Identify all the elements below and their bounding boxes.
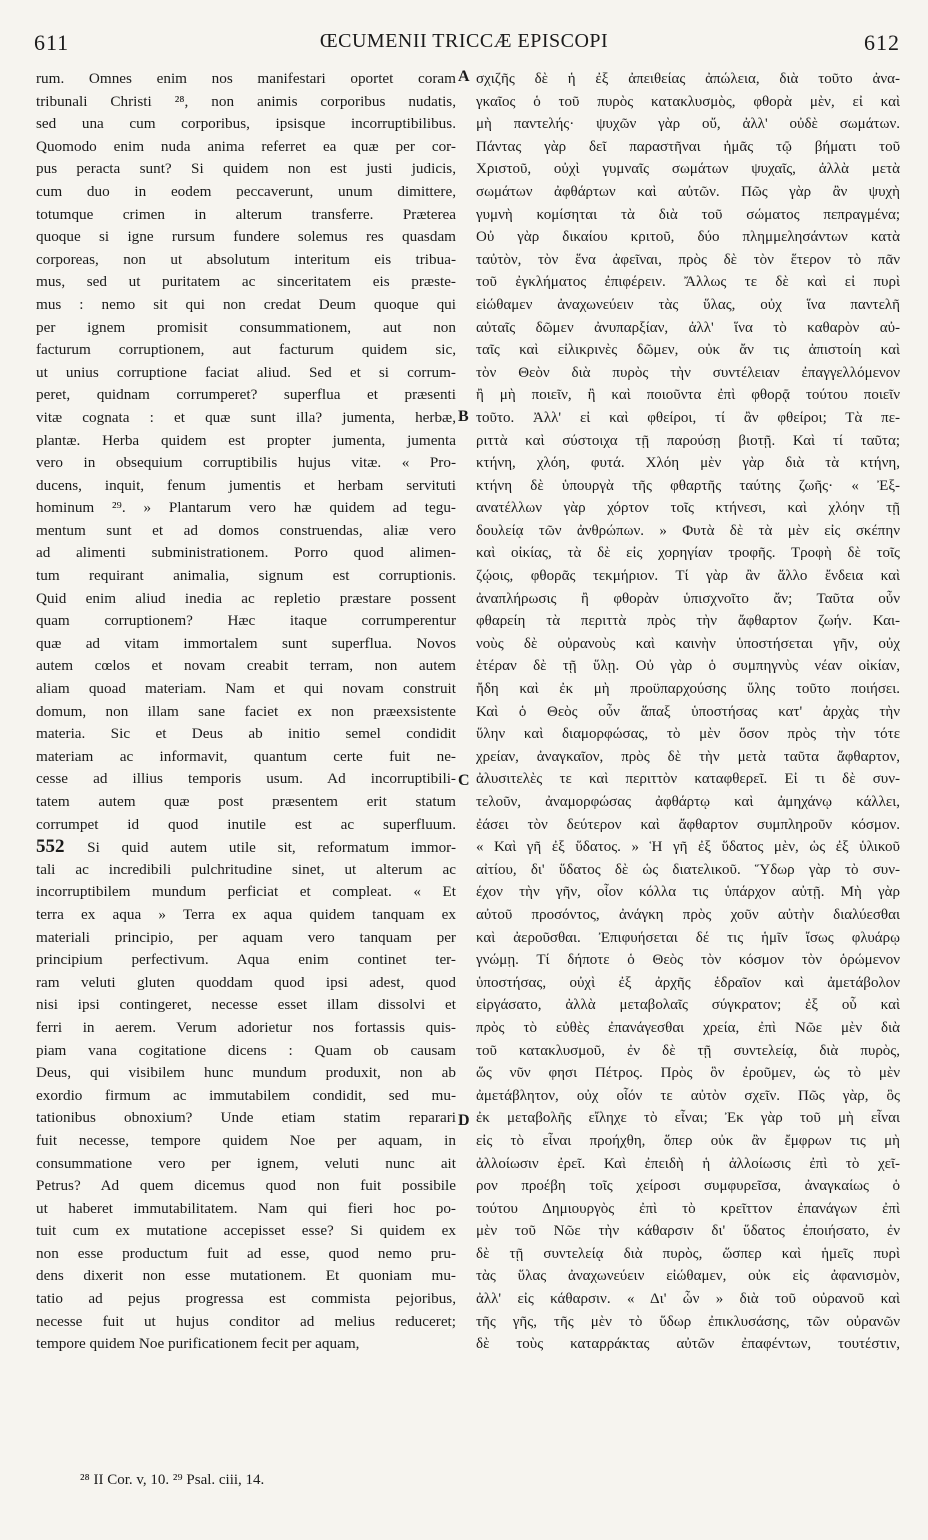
- margin-marker-c: C: [458, 772, 470, 789]
- text-line: tatem autem quæ post præsentem erit statum: [36, 793, 456, 810]
- text-line: δουλείᾳ τῶν ἀνθρώπων. » Φυτὰ δὲ τὰ μὲν εἰς σκέπην: [476, 522, 900, 539]
- text-line: σωμάτων ἀφθάρτων καὶ αὐτῶν. Πῶς γὰρ ἂν ψυχὴ: [476, 183, 900, 200]
- text-line: sed una cum corporibus, ipsisque incorruptibilibus.: [36, 115, 456, 133]
- text-line: mentum sunt et ad domos construendas, aliæ vero: [36, 521, 456, 539]
- text-line-content: Si quid autem utile sit, reformatum immor-: [87, 839, 456, 857]
- text-line: τὸν Θεὸν διὰ πυρὸς τὴν συντέλειαν ἐπαγγελλόμενον: [476, 364, 900, 381]
- text-line: ρον προέβη τοῖς χείροσι συμφυρεῖσα, ἀναγκαίως ὁ: [476, 1178, 900, 1195]
- text-line: tationibus obnoxium? Unde etiam statim reparari: [36, 1109, 456, 1127]
- text-line: τοῦ ἐγκλήματος ἐπιφέρειν. Ἄλλως τε δὲ καὶ εἰ πυρὶ: [476, 274, 900, 291]
- text-line: δὲ τοὺς καταρράκτας αὐτῶν ἐπαφέντων, τουτέστιν,: [476, 1336, 900, 1353]
- text-line: γκαῖος ὁ τοῦ πυρὸς κατακλυσμὸς, φθορὰ μὲν, εἰ καὶ: [476, 93, 900, 110]
- text-line: totumque crimen in alterum transferre. Præterea: [36, 205, 456, 223]
- column-number: 552: [36, 836, 88, 858]
- text-line: ταῖς καὶ εἰλικρινὲς δῶμεν, οὐκ ἄν τις ἀπιστοίη καὶ: [476, 342, 900, 359]
- text-line: πρὸς τὸ εὐθὲς ἐπανάγεσθαι χρεία, ἐπὶ Νῶε μὲν διὰ: [476, 1019, 900, 1036]
- text-line: quæ ad vitam immortalem sunt superflua. Novos: [36, 634, 456, 652]
- text-line: corporeas, non ut absolutum interitum eis tribua-: [36, 250, 456, 268]
- text-line: per ignem promisit consummationem, aut non: [36, 318, 456, 336]
- text-line: fuit necesse, tempore quidem Noe per aquam, in: [36, 1131, 456, 1149]
- text-line: έχον τὴν γῆν, οἷον κόλλα τις ὑπάρχον αὐτῇ. Μὴ γὰρ: [476, 884, 900, 901]
- text-line: ducens, inquit, fenum jumentis et herbam servituti: [36, 476, 456, 494]
- text-line: ἀλλ' εἰς κάθαρσιν. « Δι' ὧν » διὰ τοῦ οὐρανοῦ καὶ: [476, 1291, 900, 1308]
- text-line: ἀναπλήρωσις ἢ φθορὰν ὑπισχνοῖτο ἄν; Ταῦτα οὖν: [476, 590, 900, 607]
- text-line: ut unius corruptione faciat aliud. Sed et si corrum-: [36, 363, 456, 381]
- text-line: Quid enim aliud inedia ac repletio præstare possent: [36, 589, 456, 607]
- footnotes: ²⁸ II Cor. v, 10. ²⁹ Psal. ciii, 14.: [80, 1472, 265, 1488]
- text-line: tali ac incredibili pulchritudine sinet, ut alterum ac: [36, 860, 456, 878]
- text-line: δὲ τῇ συντελείᾳ διὰ πυρὸς, ὥσπερ καὶ ἡμεῖς πυρὶ: [476, 1245, 900, 1262]
- text-line: ἑτέραν δὲ τῇ ὕλῃ. Οὐ γὰρ ὁ συμπηγνὺς νέαν οἰκίαν,: [476, 658, 900, 675]
- text-line: καὶ ἀεροῦσθαι. Ἐπιφυήσεται δέ τις ἡμῖν ἴσως φλυάρῳ: [476, 929, 900, 946]
- text-line: καὶ οἰκίας, τὰ δὲ εἰς χορηγίαν τροφῆς. Τροφὴ δὲ τοῖς: [476, 545, 900, 562]
- text-line: Χριστοῦ, οὐχὶ γυμναῖς σωμάτων ψυχαῖς, ἀλλὰ μετὰ: [476, 161, 900, 178]
- text-line: αὐτοῦ προσόντος, ἀνάγκη πρὸς χοῦν αὐτὴν διαλύεσθαι: [476, 906, 900, 923]
- page-number-left: 611: [34, 30, 70, 55]
- text-line: ζῴοις, φθορᾶς τεκμήριον. Τί γὰρ ἂν ἄλλο ἔνδεια καὶ: [476, 568, 900, 585]
- text-line: vitæ cognata : et quæ sunt illa? jumenta, herbæ,: [36, 408, 456, 426]
- text-line: εἰς τὸ εἶναι προήχθη, ὅπερ οὐκ ἂν ἔμφρων τις μὴ: [476, 1132, 900, 1149]
- text-line: ριττὰ καὶ σύστοιχα τῇ παρούσῃ βιοτῇ. Καὶ τί ταῦτα;: [476, 432, 900, 449]
- text-line: plantæ. Herba quidem est propter jumenta, jumenta: [36, 431, 456, 449]
- text-line: ὑποστήσας, οὐχὶ ἐξ ἀρχῆς ἑδραῖον καὶ ἀμετάβολον: [476, 974, 900, 991]
- text-line: corrumpet id quod inutile est ac superfluum.: [36, 815, 456, 833]
- text-line: principium perfectivum. Aqua enim continet ter-: [36, 951, 456, 969]
- text-line: quoque si igne rursum fundere solemus res quasdam: [36, 228, 456, 246]
- text-line: Πάντας γὰρ δεῖ παραστῆναι ἡμᾶς τῷ βήματι τοῦ: [476, 138, 900, 155]
- text-line: piam vana cogitatione dicens : Quam ob causam: [36, 1041, 456, 1059]
- text-line: quam corruptionem? Hæc itaque corrumperentur: [36, 612, 456, 630]
- text-line: necesse fuit ut hujus conditor ad melius reduceret;: [36, 1312, 456, 1330]
- text-line: ἀλλοίωσιν ἐρεῖ. Καὶ ἐπειδὴ ἡ ἀλλοίωσις ἐπὶ τὸ χεῖ-: [476, 1155, 900, 1172]
- text-line: « Καὶ γῆ ἐξ ὕδατος. » Ἡ γῆ ἐξ ὕδατος μὲν, ὡς ἐξ ὑλικοῦ: [476, 839, 900, 856]
- text-line: incorruptibilem mundum perficiat et compleat. « Et: [36, 883, 456, 901]
- text-line: materiam ac informavit, quantum certe fuit ne-: [36, 747, 456, 765]
- text-line: vero in obsequium corruptibilis hujus vitæ. « Pro-: [36, 454, 456, 472]
- text-line: τελοῦν, ἀναμορφώσας ἀφθάρτῳ καὶ ἀμηχάνῳ κάλλει,: [476, 794, 900, 810]
- text-line: mus : nemo sit qui non credat Deum quoque qui: [36, 295, 456, 313]
- text-line: κτήνη δὲ ὑπουργὰ τῆς φθαρτῆς ταύτης ζωῆς· « Ἐξ-: [476, 477, 900, 494]
- text-line: ἀμετάβλητον, οὐχ οἷόν τε αὐτὸν σχεῖν. Πῶς γὰρ, ὃς: [476, 1087, 900, 1104]
- text-line: autem cœlos et novam creabit terram, non autem: [36, 657, 456, 675]
- text-line: [36, 836, 456, 859]
- text-line: Quomodo enim nuda anima referret ea quæ per cor-: [36, 137, 456, 155]
- text-line: τῆς γῆς, τῆς μὲν τὸ ὕδωρ ἐπικλυσάσης, τῶν οὐρανῶν: [476, 1313, 900, 1330]
- text-line: νοὺς δὲ οὐρανοὺς καὶ καινὴν ὑποστήσεται γῆν, οὐχ: [476, 635, 900, 652]
- text-line: ὥς νῦν φησι Πέτρος. Πρὸς ὃν ἐροῦμεν, ὡς τὸ μὲν: [476, 1065, 900, 1082]
- text-line: τούτου Δημιουργὸς ἐπὶ τὸ κρεῖττον ἐπανάγων ἐπὶ: [476, 1200, 900, 1217]
- text-line: Καὶ ὁ Θεὸς οὖν ἅπαξ ὑποστήσας κατ' ἀρχὰς τὴν: [476, 703, 900, 720]
- text-line: tempore quidem Noe purificationem fecit per aquam,: [36, 1335, 360, 1353]
- margin-marker-a: A: [458, 68, 470, 85]
- text-line: tribunali Christi ²⁸, non animis corporibus nudatis,: [36, 92, 456, 110]
- text-line: materiali principio, per aquam vero tanquam per: [36, 928, 456, 946]
- text-line: σχιζῆς δὲ ἡ ἐξ ἀπειθείας ἀπώλεια, διὰ τοῦτο ἀνα-: [476, 71, 900, 87]
- text-line: tum requirant animalia, signum est corruptionis.: [36, 567, 456, 585]
- text-line: τοῦτο. Ἀλλ' εἰ καὶ φθείροι, τί ἂν φθείροι; Τὰ πε-: [476, 409, 900, 426]
- text-line: cesse ad illius temporis usum. Ad incorruptibili-: [36, 770, 456, 788]
- text-line: ἤδη καὶ ἐκ μὴ προϋπαρχούσης ὕλης τοῦτο ποιήσει.: [476, 681, 900, 698]
- text-line: consummatione vero per ignem, veluti nunc ait: [36, 1154, 456, 1172]
- text-line: ταὐτὸν, τὸν ἕνα ἀφεῖναι, πρὸς δὲ τὸν ἕτερον τὸ πᾶν: [476, 251, 900, 268]
- text-line: γυμνὴ κομίσηται τὰ διὰ τοῦ σώματος πεπραγμένα;: [476, 206, 900, 223]
- latin-column: [36, 68, 456, 1356]
- text-line: pus peracta sunt? Si quidem non est justi judicis,: [36, 160, 456, 178]
- margin-marker-d: D: [458, 1112, 470, 1129]
- text-line: μὴ παντελής· ψυχῶν γὰρ οὔ, ἀλλ' οὐδὲ σωμάτων.: [476, 116, 900, 133]
- text-line: peret, quidnam corrumperet? superflua et præsenti: [36, 386, 456, 404]
- text-line: ἐκ μεταβολῆς εἴληχε τὸ εἶναι; Ἐκ γὰρ τοῦ μὴ εἶναι: [476, 1110, 900, 1127]
- text-line: Petrus? Ad quem dicemus quod non fuit possibile: [36, 1177, 456, 1195]
- text-line: φθαρείη τὰ περιττὰ πρὸς τὴν ἄφθαρτον ζωήν. Και-: [476, 613, 900, 630]
- text-line: hominum ²⁹. » Plantarum vero hæ quidem ad tegu-: [36, 499, 456, 517]
- text-line: tuit cum ex mutatione accepisset esse? Si quidem ex: [36, 1222, 456, 1240]
- page-header: [0, 30, 928, 62]
- text-line: κτήνη, χλόη, φυτά. Χλόη μὲν γὰρ διὰ τὰ κτήνη,: [476, 455, 900, 472]
- text-line: ἢ μὴ ποιεῖν, ἢ καὶ ποιοῦντα ἐπὶ φθορᾷ τούτου ποιεῖν: [476, 387, 900, 404]
- text-line: tatio ad pejus progressa est commista pejoribus,: [36, 1290, 456, 1308]
- text-line: εἰργάσατο, ἀλλὰ μεταβολαῖς σύγκρατον; ἐξ οὗ καὶ: [476, 997, 900, 1014]
- text-line: aliam quoad materiam. Nam et qui novam construit: [36, 680, 456, 698]
- text-line: ἀλυσιτελὲς τε καὶ περιττὸν καταφθερεῖ. Εἰ τι δὲ συν-: [476, 771, 900, 788]
- text-line: γνώμῃ. Τί δήποτε ὁ Θεὸς τὸν κόσμον τὸν ὁρώμενον: [476, 952, 900, 969]
- text-line: facturum corruptionem, aut facturum quidem sic,: [36, 341, 456, 359]
- text-line: ἐάσει τὸν δεύτερον καὶ ἄφθαρτον συμπληροῦν κόσμον.: [476, 816, 900, 833]
- text-line: ferri in aerem. Verum adorietur nos fortassis quis-: [36, 1018, 456, 1036]
- text-line: μὲν τοῦ Νῶε τὴν κάθαρσιν δι' ὕδατος ἐποιήσατο, ἐν: [476, 1223, 900, 1240]
- text-line: ad alimenti subministrationem. Porro quod alimen-: [36, 544, 456, 562]
- text-line: τοῦ κατακλυσμοῦ, ἐν δὲ τῇ συντελείᾳ, διὰ πυρὸς,: [476, 1042, 900, 1059]
- text-line: Deus, qui visibilem hunc mundum produxit, non ab: [36, 1064, 456, 1082]
- text-line: domum, non illam sane faciet ex non præexsistente: [36, 702, 456, 720]
- text-line: ὕλην καὶ διαμορφώσας, τὸ μὲν ὅσον πρὸς τὴν τότε: [476, 726, 900, 743]
- text-line: materia. Sic et Deus ab initio semel condidit: [36, 725, 456, 743]
- text-line: αἰτίου, δι' ὕδατος δὲ ὡς διατελικοῦ. Ὕδωρ γὰρ τὸ συν-: [476, 861, 900, 878]
- running-title: ŒCUMENII TRICCÆ EPISCOPI: [319, 30, 609, 52]
- text-line: exordio firmum ac immutabilem condidit, sed mu-: [36, 1086, 456, 1104]
- text-line: αὐταῖς δῶμεν ἀνυπαρξίαν, ἀλλ' ἵνα τὸ καθαρὸν αὐ-: [476, 319, 900, 336]
- text-line: τὰς ὕλας ἀναχωνεύειν εἰώθαμεν, οὐκ εἰς ἀφανισμὸν,: [476, 1268, 900, 1285]
- text-line: non esse productum fuit ad esse, quod nemo pru-: [36, 1244, 456, 1262]
- text-line: dens dixerit non esse mutationem. Et quoniam mu-: [36, 1267, 456, 1285]
- greek-column: [476, 68, 900, 1356]
- text-line: nisi ipsi contingeret, necesse esset illam dissolvi et: [36, 996, 456, 1014]
- text-line: χρείαν, ἀναγκαῖον, πρὸς δὲ τὴν μετὰ ταῦτα ἄφθαρτον,: [476, 748, 900, 765]
- text-line: cum duo in eodem peccaverunt, unum dimittere,: [36, 182, 456, 200]
- text-line: mus, sed ut puritatem ac sinceritatem eis præste-: [36, 273, 456, 291]
- page-number-right: 612: [864, 30, 900, 55]
- text-line: Οὐ γὰρ δικαίου κριτοῦ, δύο πλημμελησάντων κατὰ: [476, 229, 900, 246]
- margin-marker-b: B: [458, 408, 469, 425]
- text-line: rum. Omnes enim nos manifestari oportet coram: [36, 70, 456, 87]
- text-line: ut haberet immutabilitatem. Nam qui fieri hoc po-: [36, 1199, 456, 1217]
- text-line: terra ex aqua » Terra ex aqua quidem tanquam ex: [36, 905, 456, 923]
- text-line: εἰώθαμεν ἀναχωνεύειν τὰς ὕλας, οὐχ ἵνα παντελῆ: [476, 296, 900, 313]
- text-line: ram veluti gluten quoddam quod ipsi adest, quod: [36, 973, 456, 991]
- text-line: ανατέλλων γὰρ χόρτον τοῖς κτήνεσι, καὶ χλόην τῇ: [476, 500, 900, 517]
